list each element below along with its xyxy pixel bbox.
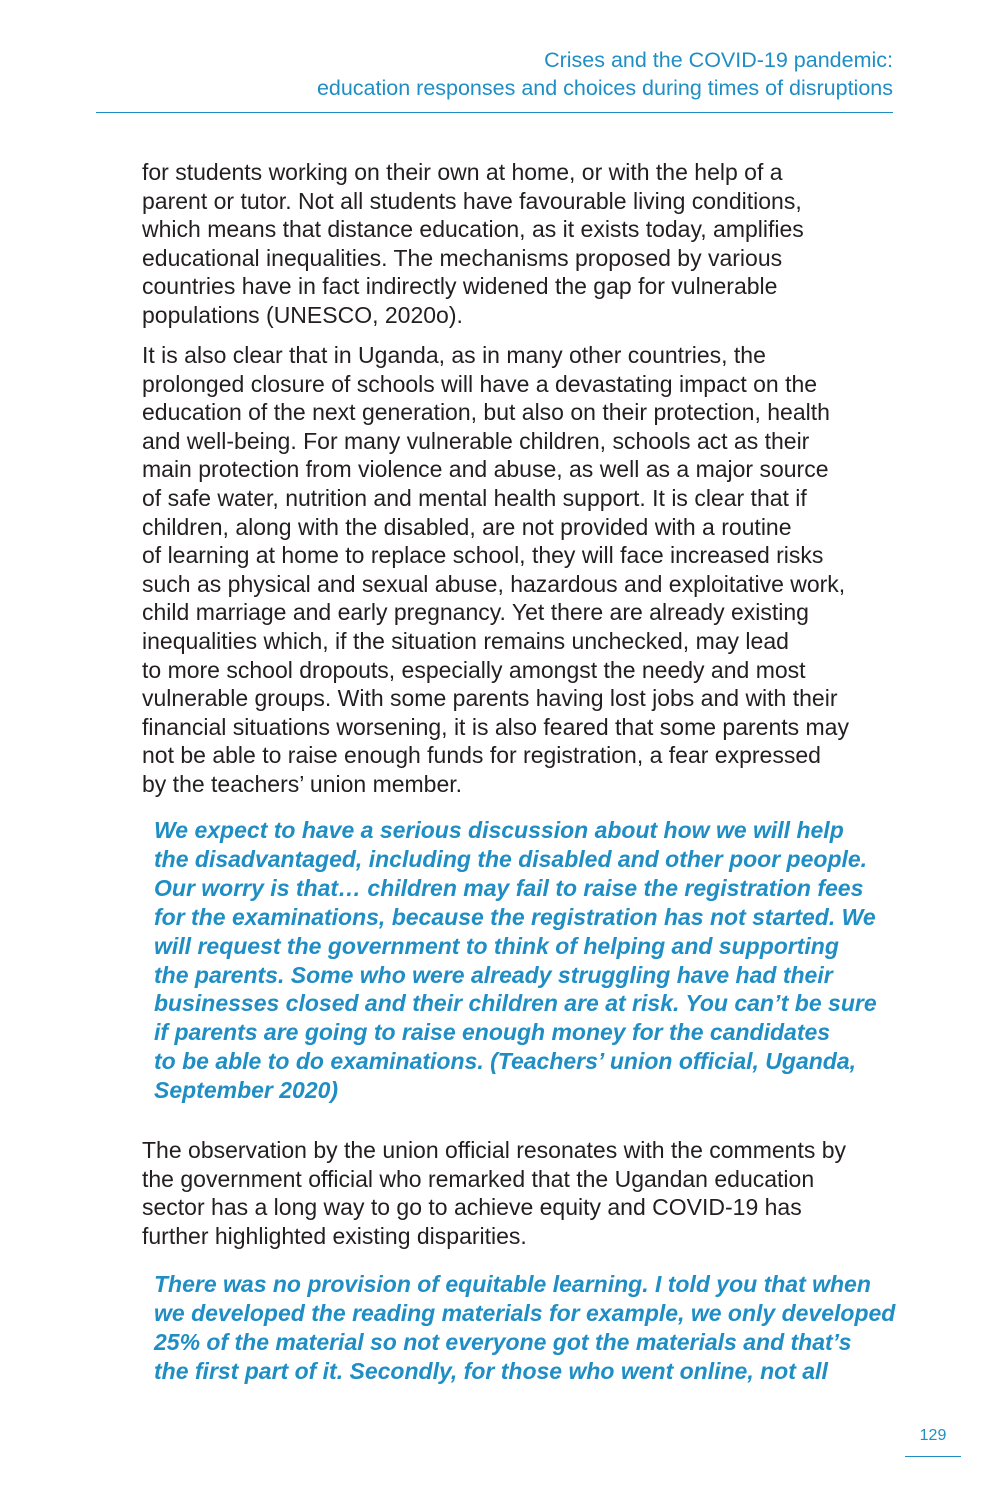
quote-line: will request the government to think of helping and supporting bbox=[154, 932, 839, 959]
quote-line: Our worry is that… children may fail to raise the registration fees bbox=[154, 874, 864, 901]
text-line: not be able to raise enough funds for registration, a fear expressed bbox=[142, 742, 821, 769]
quote-line: September 2020) bbox=[154, 1077, 339, 1104]
text-line: further highlighted existing disparities. bbox=[142, 1222, 527, 1249]
text-line: to more school dropouts, especially amongst the needy and most bbox=[142, 656, 806, 683]
paragraph-1 bbox=[142, 158, 902, 330]
running-header-line-2: education responses and choices during times of disruptions bbox=[316, 76, 893, 100]
quote-line: the parents. Some who were already struggling have had their bbox=[154, 961, 833, 988]
text-line: by the teachers’ union member. bbox=[142, 770, 463, 797]
text-line: main protection from violence and abuse, as well as a major source bbox=[142, 456, 829, 483]
block-quote-2 bbox=[154, 1270, 894, 1386]
running-header-line-1: Crises and the COVID-19 pandemic: bbox=[544, 48, 893, 72]
text-line: populations (UNESCO, 2020o). bbox=[142, 301, 463, 328]
text-line: of safe water, nutrition and mental health support. It is clear that if bbox=[142, 484, 807, 511]
quote-line: we developed the reading materials for example, we only developed bbox=[154, 1299, 896, 1326]
quote-line: the disadvantaged, including the disabled and other poor people. bbox=[154, 845, 868, 872]
quote-line: the first part of it. Secondly, for those who went online, not all bbox=[154, 1357, 828, 1384]
text-line: children, along with the disabled, are not provided with a routine bbox=[142, 513, 792, 540]
page-number: 129 bbox=[919, 1427, 947, 1444]
running-header bbox=[93, 46, 893, 102]
text-line: educational inequalities. The mechanisms proposed by various bbox=[142, 244, 783, 271]
quote-line: We expect to have a serious discussion about how we will help bbox=[154, 817, 844, 843]
text-line: financial situations worsening, it is also feared that some parents may bbox=[142, 713, 849, 740]
text-line: The observation by the union official resonates with the comments by bbox=[142, 1137, 847, 1163]
text-line: which means that distance education, as it exists today, amplifies bbox=[142, 216, 804, 243]
text-line: and well-being. For many vulnerable children, schools act as their bbox=[142, 427, 810, 454]
quote-line: for the examinations, because the registration has not started. We bbox=[154, 903, 876, 930]
quote-line: 25% of the material so not everyone got the materials and that’s bbox=[154, 1328, 852, 1355]
text-line: countries have in fact indirectly widened the gap for vulnerable bbox=[142, 273, 778, 300]
text-line: It is also clear that in Uganda, as in many other countries, the bbox=[142, 342, 766, 368]
text-line: vulnerable groups. With some parents having lost jobs and with their bbox=[142, 685, 838, 712]
text-line: of learning at home to replace school, they will face increased risks bbox=[142, 542, 824, 569]
header-divider bbox=[96, 112, 893, 113]
paragraph-3 bbox=[142, 1136, 902, 1250]
quote-line: if parents are going to raise enough money for the candidates bbox=[154, 1019, 831, 1046]
text-line: prolonged closure of schools will have a devastating impact on the bbox=[142, 370, 818, 397]
text-line: for students working on their own at home, or with the help of a bbox=[142, 159, 783, 185]
quote-line: businesses closed and their children are at risk. You can’t be sure bbox=[154, 990, 877, 1017]
quote-line: to be able to do examinations. (Teachers’ union official, Uganda, bbox=[154, 1048, 857, 1075]
text-line: the government official who remarked that the Ugandan education bbox=[142, 1165, 815, 1192]
quote-line: There was no provision of equitable learning. I told you that when bbox=[154, 1271, 871, 1297]
block-quote-1 bbox=[154, 816, 894, 1105]
text-line: inequalities which, if the situation remains unchecked, may lead bbox=[142, 627, 789, 654]
paragraph-2 bbox=[142, 341, 902, 799]
text-line: sector has a long way to go to achieve equity and COVID-19 has bbox=[142, 1194, 802, 1221]
text-line: parent or tutor. Not all students have favourable living conditions, bbox=[142, 187, 802, 214]
page-number-underline bbox=[905, 1456, 961, 1457]
text-line: child marriage and early pregnancy. Yet there are already existing bbox=[142, 599, 809, 626]
text-line: education of the next generation, but also on their protection, health bbox=[142, 399, 830, 426]
text-line: such as physical and sexual abuse, hazardous and exploitative work, bbox=[142, 570, 846, 597]
